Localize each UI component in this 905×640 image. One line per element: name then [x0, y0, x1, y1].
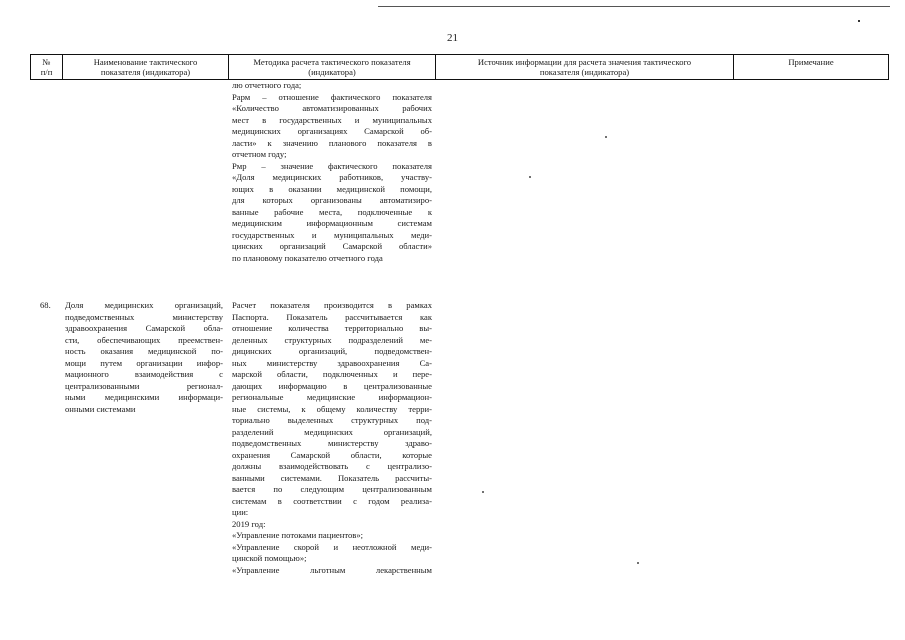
- text-line: отчетном году;: [232, 149, 287, 159]
- text-line: медицинским информационным системам: [232, 218, 432, 228]
- text-line: Расчет показателя производится в рамках: [232, 300, 432, 310]
- text-line: «Количество автоматизированных рабочих: [232, 103, 432, 113]
- page-number: 21: [447, 32, 458, 44]
- text-line: ции:: [232, 507, 249, 517]
- text-line: вается по следующим централизованным: [232, 484, 432, 494]
- text-line: ванными системами. Показатель рассчиты-: [232, 472, 432, 483]
- text-line: ванные рабочие места, подключенные к: [232, 206, 432, 217]
- text-line: региональные медицинские информацион-: [232, 392, 432, 402]
- table-header: [30, 54, 889, 80]
- text-line: цинской помощью»;: [232, 553, 307, 563]
- text-line: ными медицинскими информаци-: [65, 392, 223, 402]
- text-line: сти, обеспечивающих преемствен-: [65, 334, 223, 345]
- text-line: охранения Самарской области, которые: [232, 449, 432, 460]
- text-line: лю отчетного года;: [232, 80, 302, 90]
- text-line: централизованными регионал-: [65, 380, 223, 391]
- text-line: отношение количества территориально вы-: [232, 323, 432, 333]
- text-line: ность оказания медицинской по-: [65, 346, 223, 356]
- text-line: государственных и муниципальных меди-: [232, 229, 432, 240]
- text-line: ласти» к значению планового показателя в: [232, 137, 432, 148]
- text-line: ные системы, к общему количеству терри-: [232, 403, 432, 414]
- text-line: деленных структурных подразделений ме-: [232, 334, 432, 345]
- row-68-number: 68.: [40, 300, 51, 310]
- text-line: для которых организованы автоматизиро-: [232, 195, 432, 205]
- text-line: мощи путем организации инфор-: [65, 357, 223, 368]
- header-col-source: Источник информации для расчета значения тактического показателя (индикатора): [477, 57, 692, 77]
- text-line: марской области, подключенных и пере-: [232, 369, 432, 379]
- text-line: «Управление льготным лекарственным: [232, 564, 432, 575]
- text-line: подведомственных министерству здраво-: [232, 438, 432, 448]
- scan-speck: [858, 20, 860, 22]
- header-col-note: Примечание: [788, 57, 834, 67]
- text-line: ториально выделенных структурных под-: [232, 415, 432, 425]
- text-line: «Управление скорой и неотложной меди-: [232, 541, 432, 552]
- text-line: мационного взаимодействия с: [65, 369, 223, 379]
- scan-speck: [482, 491, 484, 493]
- text-line: Рмр – значение фактического показателя: [232, 160, 432, 171]
- text-line: дающих информацию в централизованные: [232, 380, 432, 391]
- text-line: цинских организаций Самарской области»: [232, 241, 432, 251]
- text-line: системам в соответствии с годом реализа-: [232, 495, 432, 506]
- scan-speck: [637, 562, 639, 564]
- text-line: должны взаимодействовать с централизо-: [232, 461, 432, 471]
- text-line: Рарм – отношение фактического показателя: [232, 91, 432, 102]
- text-line: 2019 год:: [232, 518, 266, 529]
- scan-speck: [605, 136, 607, 138]
- text-line: разделений медицинских организаций,: [232, 426, 432, 437]
- text-line: онными системами: [65, 403, 136, 414]
- text-line: мест в государственных и муниципальных: [232, 114, 432, 125]
- text-line: Доля медицинских организаций,: [65, 300, 223, 310]
- text-line: подведомственных министерству: [65, 311, 223, 322]
- scan-speck: [529, 176, 531, 178]
- header-col-method: Методика расчета тактического показателя (индикатора): [253, 57, 411, 77]
- continued-method-text: [232, 80, 432, 264]
- row-68-indicator-name: [65, 300, 223, 415]
- text-line: Паспорта. Показатель рассчитывается как: [232, 311, 432, 322]
- text-line: дицинских организаций, подведомствен-: [232, 346, 432, 356]
- text-line: «Управление потоками пациентов»;: [232, 530, 364, 540]
- header-col-number: № п/п: [40, 57, 53, 77]
- text-line: ных министерству здравоохранения Са-: [232, 357, 432, 368]
- text-line: «Доля медицинских работников, участву-: [232, 172, 432, 182]
- top-rule: [378, 6, 890, 7]
- text-line: здравоохранения Самарской обла-: [65, 323, 223, 333]
- text-line: медицинских организациях Самарской об-: [232, 126, 432, 136]
- header-col-name: Наименование тактического показателя (индикатора): [93, 57, 198, 77]
- text-line: по плановому показателю отчетного года: [232, 252, 383, 263]
- text-line: ющих в оказании медицинской помощи,: [232, 183, 432, 194]
- row-68-method-text: [232, 300, 432, 576]
